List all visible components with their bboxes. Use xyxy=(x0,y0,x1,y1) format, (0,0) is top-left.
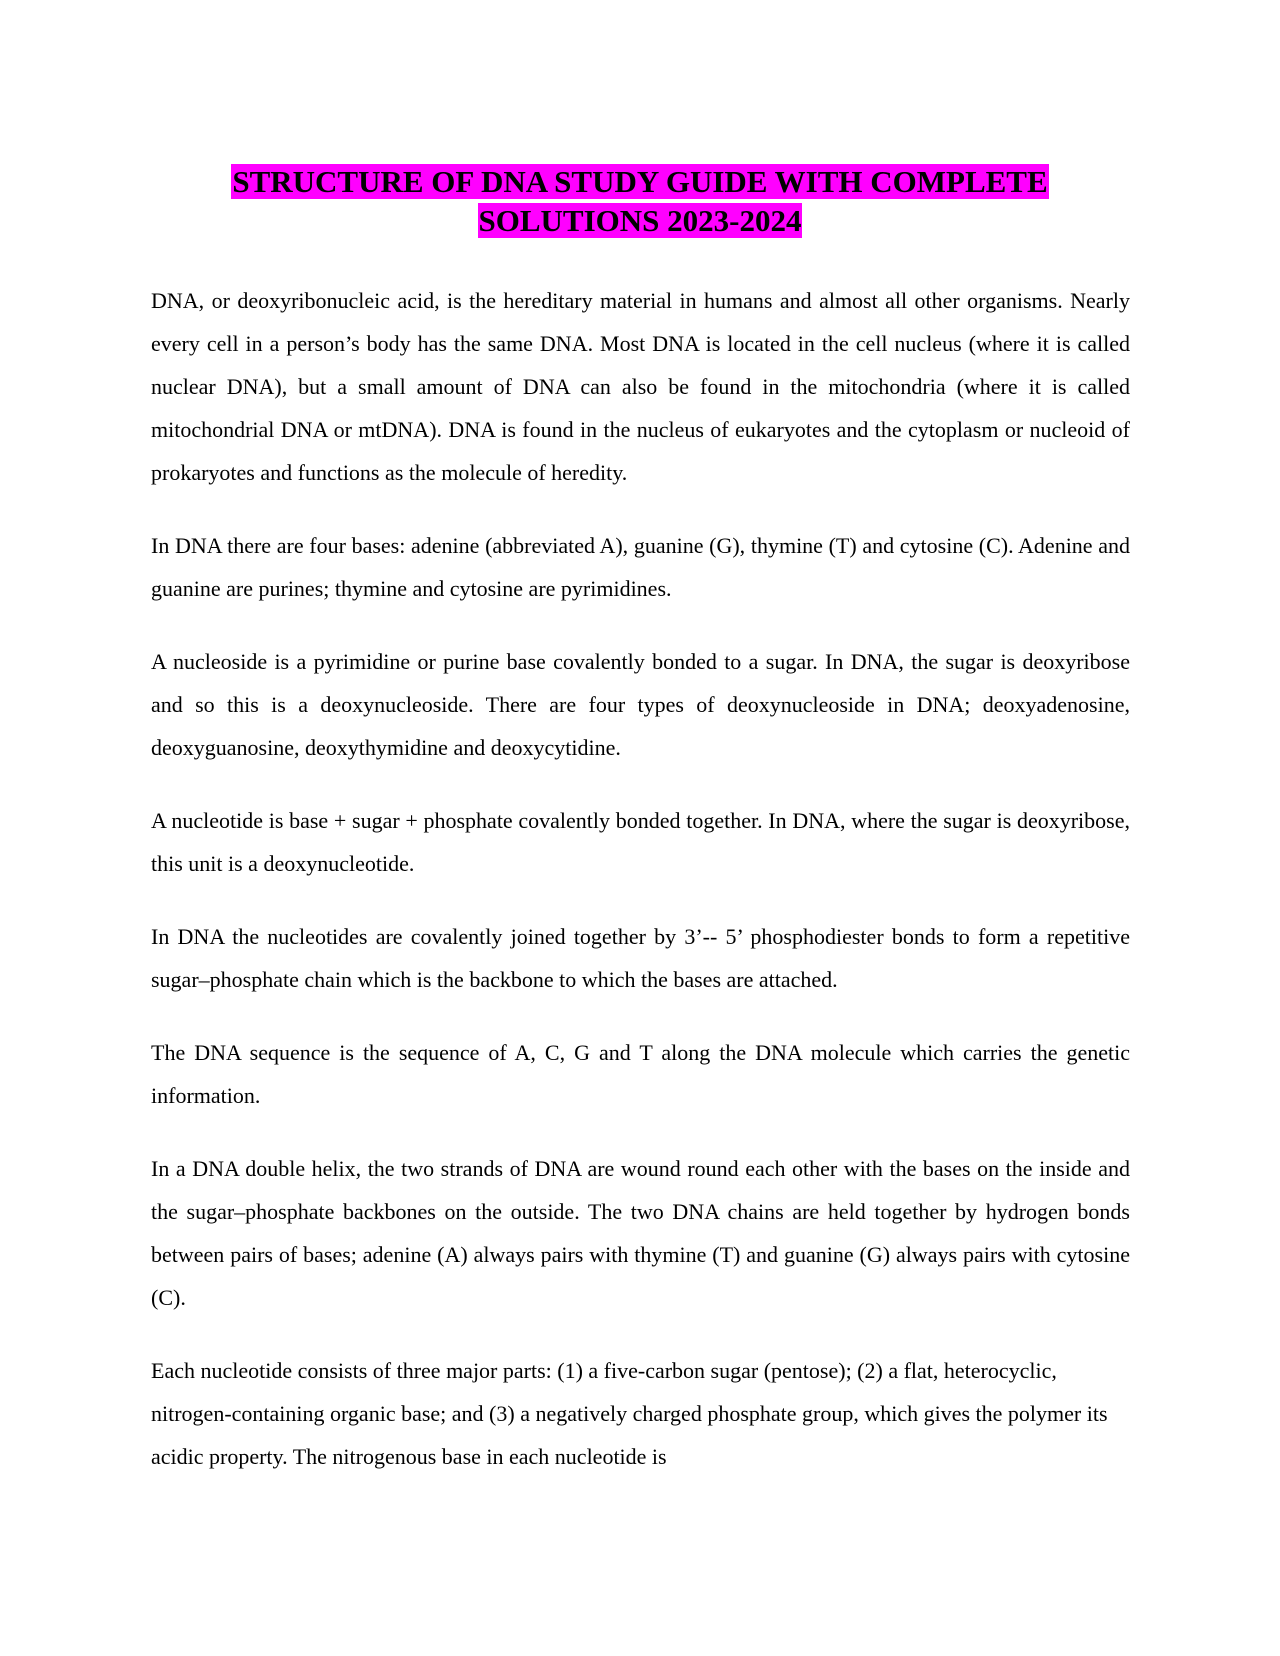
paragraph-nucleotide-parts: Each nucleotide consists of three major parts: (1) a five-carbon sugar (pentose); (2) a flat, heterocyclic, nitrogen-containing organic base; and (3) a negatively charged phosphate group, which gives the polymer its acidic property. The nitrogenous base in each nucleotide is xyxy=(151,1358,1108,1469)
paragraph-nucleoside: A nucleoside is a pyrimidine or purine base covalently bonded to a sugar. In DNA, the sugar is deoxyribose and so this is a deoxynucleoside. There are four types of deoxynucleoside in DNA; deoxyadenosine, deoxyguanosine, deoxythymidine and deoxycytidine. xyxy=(151,649,1130,760)
title-line-2: SOLUTIONS 2023-2024 xyxy=(478,203,802,238)
paragraph-double-helix: In a DNA double helix, the two strands of DNA are wound round each other with the bases on the inside and the sugar–phosphate backbones on the outside. The two DNA chains are held together by hydrogen bonds between pairs of bases; adenine (A) always pairs with thymine (T) and guanine (G) always pairs with cytosine (C). xyxy=(151,1156,1130,1310)
paragraph-nucleotide: A nucleotide is base + sugar + phosphate covalently bonded together. In DNA, where the sugar is deoxyribose, this unit is a deoxynucleotide. xyxy=(151,808,1130,876)
paragraph-bases: In DNA there are four bases: adenine (abbreviated A), guanine (G), thymine (T) and cytosine (C). Adenine and guanine are purines; thymine and cytosine are pyrimidines. xyxy=(151,533,1130,601)
title-line-1: STRUCTURE OF DNA STUDY GUIDE WITH COMPLETE xyxy=(232,164,1048,199)
paragraph-phosphodiester-bonds: In DNA the nucleotides are covalently joined together by 3’-- 5’ phosphodiester bonds to form a repetitive sugar–phosphate chain which is the backbone to which the bases are attached. xyxy=(151,924,1130,992)
document-title xyxy=(150,162,1130,240)
document-body xyxy=(151,279,1130,1508)
paragraph-dna-definition: DNA, or deoxyribonucleic acid, is the hereditary material in humans and almost all other organisms. Nearly every cell in a person’s body has the same DNA. Most DNA is located in the cell nucleus (where it is called nuclear DNA), but a small amount of DNA can also be found in the mitochondria (where it is called mitochondrial DNA or mtDNA). DNA is found in the nucleus of eukaryotes and the cytoplasm or nucleoid of prokaryotes and functions as the molecule of heredity. xyxy=(151,288,1130,485)
paragraph-dna-sequence: The DNA sequence is the sequence of A, C, G and T along the DNA molecule which carries the genetic information. xyxy=(151,1040,1130,1108)
